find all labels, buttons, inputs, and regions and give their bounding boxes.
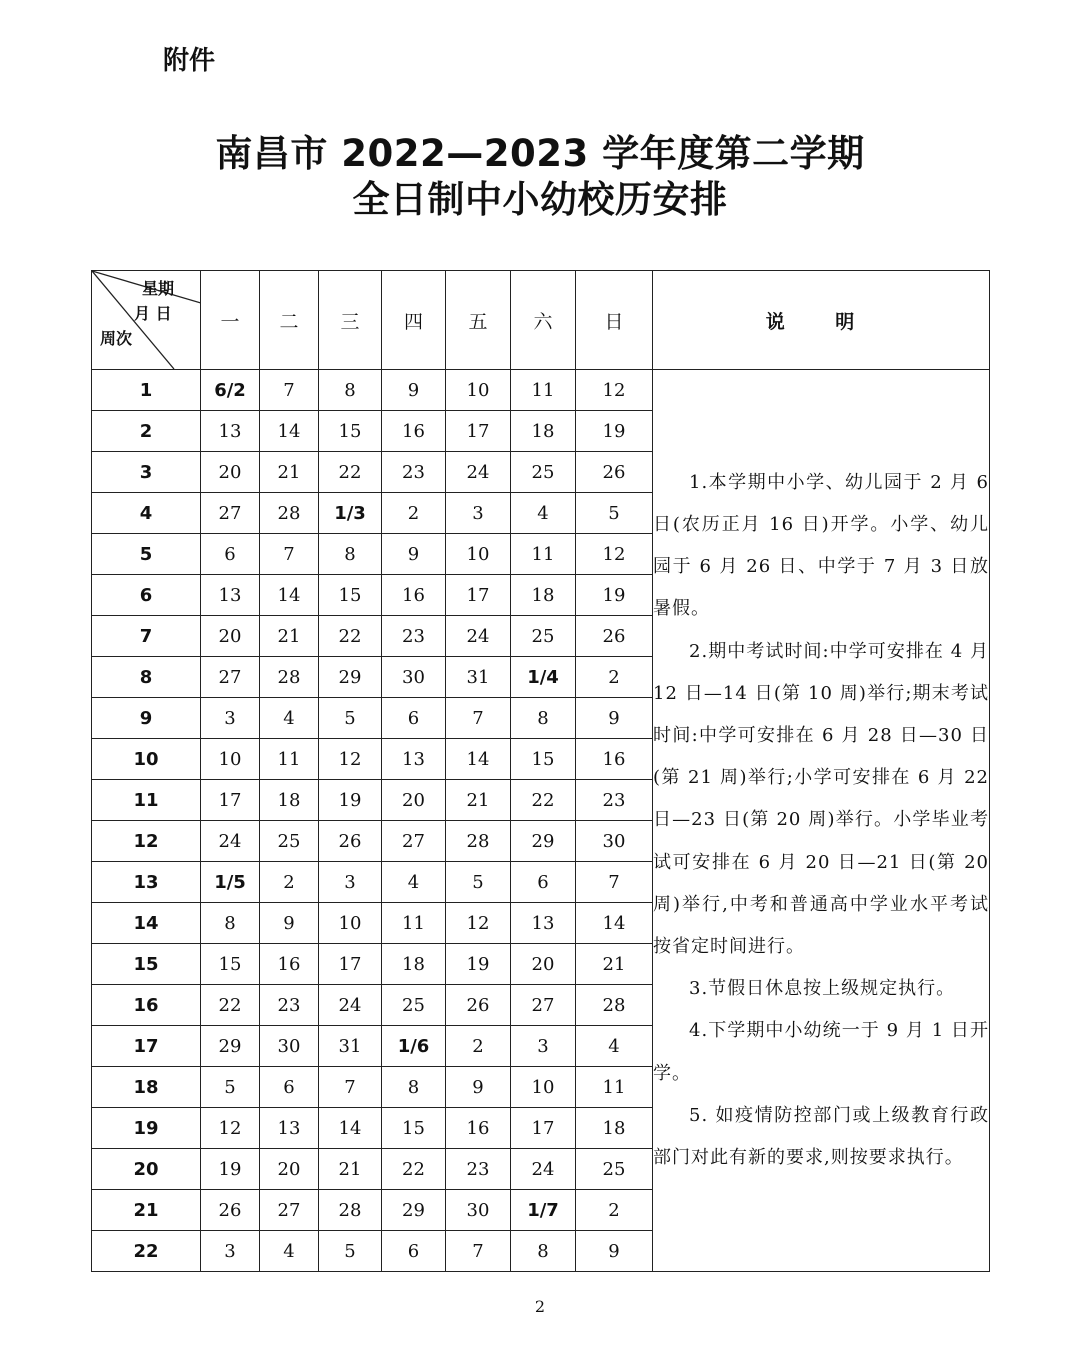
date-cell: 6 xyxy=(511,862,576,903)
date-cell: 8 xyxy=(319,370,382,411)
date-cell: 7 xyxy=(446,1231,511,1272)
weekday-header-thu: 四 xyxy=(382,271,446,370)
date-cell: 23 xyxy=(382,616,446,657)
date-cell: 4 xyxy=(260,698,319,739)
date-cell: 7 xyxy=(319,1067,382,1108)
date-cell: 21 xyxy=(260,616,319,657)
date-cell: 28 xyxy=(260,493,319,534)
date-cell: 6/2 xyxy=(201,370,260,411)
notes-cell xyxy=(653,370,990,1272)
date-cell: 14 xyxy=(260,575,319,616)
week-number-cell: 19 xyxy=(92,1108,201,1149)
date-cell: 8 xyxy=(201,903,260,944)
date-cell: 18 xyxy=(260,780,319,821)
date-cell: 29 xyxy=(201,1026,260,1067)
week-number-cell: 12 xyxy=(92,821,201,862)
date-cell: 2 xyxy=(576,657,653,698)
corner-weekday-label: 星期 xyxy=(142,279,175,298)
date-cell: 7 xyxy=(576,862,653,903)
date-cell: 10 xyxy=(319,903,382,944)
weekday-header-wed: 三 xyxy=(319,271,382,370)
date-cell: 20 xyxy=(382,780,446,821)
date-cell: 11 xyxy=(511,370,576,411)
date-cell: 6 xyxy=(201,534,260,575)
date-cell: 16 xyxy=(576,739,653,780)
date-cell: 17 xyxy=(319,944,382,985)
date-cell: 9 xyxy=(382,534,446,575)
date-cell: 27 xyxy=(382,821,446,862)
date-cell: 2 xyxy=(446,1026,511,1067)
date-cell: 6 xyxy=(382,1231,446,1272)
date-cell: 4 xyxy=(511,493,576,534)
date-cell: 8 xyxy=(382,1067,446,1108)
date-cell: 29 xyxy=(382,1190,446,1231)
date-cell: 21 xyxy=(319,1149,382,1190)
date-cell: 21 xyxy=(260,452,319,493)
corner-monthday-label: 月 日 xyxy=(134,304,172,323)
date-cell: 16 xyxy=(260,944,319,985)
date-cell: 20 xyxy=(201,616,260,657)
week-number-cell: 18 xyxy=(92,1067,201,1108)
week-number-cell: 6 xyxy=(92,575,201,616)
week-number-cell: 10 xyxy=(92,739,201,780)
weekday-header-mon: 一 xyxy=(201,271,260,370)
date-cell: 3 xyxy=(446,493,511,534)
date-cell: 25 xyxy=(576,1149,653,1190)
date-cell: 15 xyxy=(511,739,576,780)
date-cell: 29 xyxy=(319,657,382,698)
date-cell: 11 xyxy=(260,739,319,780)
date-cell: 12 xyxy=(201,1108,260,1149)
date-cell: 27 xyxy=(201,493,260,534)
week-number-cell: 16 xyxy=(92,985,201,1026)
date-cell: 5 xyxy=(319,1231,382,1272)
date-cell: 19 xyxy=(319,780,382,821)
date-cell: 31 xyxy=(319,1026,382,1067)
attachment-label: 附件 xyxy=(163,46,216,76)
page-number: 2 xyxy=(534,1297,546,1316)
date-cell: 20 xyxy=(511,944,576,985)
date-cell: 28 xyxy=(319,1190,382,1231)
week-number-cell: 20 xyxy=(92,1149,201,1190)
notes-header: 说 明 xyxy=(653,271,990,370)
week-number-cell: 5 xyxy=(92,534,201,575)
date-cell: 11 xyxy=(511,534,576,575)
date-cell: 19 xyxy=(576,411,653,452)
date-cell: 14 xyxy=(319,1108,382,1149)
date-cell: 7 xyxy=(260,534,319,575)
date-cell: 13 xyxy=(201,411,260,452)
week-number-cell: 3 xyxy=(92,452,201,493)
week-number-cell: 21 xyxy=(92,1190,201,1231)
week-number-cell: 14 xyxy=(92,903,201,944)
date-cell: 17 xyxy=(511,1108,576,1149)
date-cell: 21 xyxy=(576,944,653,985)
date-cell: 12 xyxy=(576,534,653,575)
date-cell: 3 xyxy=(201,1231,260,1272)
date-cell: 12 xyxy=(319,739,382,780)
date-cell: 2 xyxy=(382,493,446,534)
date-cell: 18 xyxy=(511,411,576,452)
date-cell: 23 xyxy=(576,780,653,821)
date-cell: 9 xyxy=(260,903,319,944)
date-cell: 23 xyxy=(446,1149,511,1190)
date-cell: 12 xyxy=(446,903,511,944)
date-cell: 15 xyxy=(319,575,382,616)
date-cell: 21 xyxy=(446,780,511,821)
date-cell: 1/7 xyxy=(511,1190,576,1231)
date-cell: 24 xyxy=(201,821,260,862)
date-cell: 30 xyxy=(260,1026,319,1067)
corner-week-label: 周次 xyxy=(100,329,133,348)
date-cell: 5 xyxy=(201,1067,260,1108)
date-cell: 19 xyxy=(576,575,653,616)
date-cell: 17 xyxy=(446,575,511,616)
date-cell: 1/3 xyxy=(319,493,382,534)
date-cell: 20 xyxy=(260,1149,319,1190)
week-number-cell: 17 xyxy=(92,1026,201,1067)
date-cell: 23 xyxy=(260,985,319,1026)
date-cell: 15 xyxy=(201,944,260,985)
date-cell: 11 xyxy=(382,903,446,944)
date-cell: 25 xyxy=(260,821,319,862)
date-cell: 22 xyxy=(201,985,260,1026)
header-row xyxy=(92,271,990,370)
date-cell: 3 xyxy=(511,1026,576,1067)
week-number-cell: 2 xyxy=(92,411,201,452)
weekday-header-sat: 六 xyxy=(511,271,576,370)
date-cell: 2 xyxy=(576,1190,653,1231)
date-cell: 10 xyxy=(446,370,511,411)
date-cell: 9 xyxy=(576,698,653,739)
date-cell: 13 xyxy=(260,1108,319,1149)
weekday-header-fri: 五 xyxy=(446,271,511,370)
date-cell: 16 xyxy=(382,575,446,616)
date-cell: 10 xyxy=(446,534,511,575)
date-cell: 26 xyxy=(319,821,382,862)
week-number-cell: 4 xyxy=(92,493,201,534)
date-cell: 22 xyxy=(319,616,382,657)
week-number-cell: 22 xyxy=(92,1231,201,1272)
date-cell: 26 xyxy=(576,616,653,657)
date-cell: 3 xyxy=(201,698,260,739)
date-cell: 20 xyxy=(201,452,260,493)
week-number-cell: 7 xyxy=(92,616,201,657)
date-cell: 3 xyxy=(319,862,382,903)
date-cell: 8 xyxy=(511,1231,576,1272)
date-cell: 6 xyxy=(260,1067,319,1108)
date-cell: 15 xyxy=(319,411,382,452)
date-cell: 19 xyxy=(446,944,511,985)
date-cell: 28 xyxy=(446,821,511,862)
date-cell: 31 xyxy=(446,657,511,698)
date-cell: 23 xyxy=(382,452,446,493)
date-cell: 14 xyxy=(446,739,511,780)
date-cell: 18 xyxy=(511,575,576,616)
date-cell: 30 xyxy=(576,821,653,862)
date-cell: 26 xyxy=(446,985,511,1026)
date-cell: 17 xyxy=(446,411,511,452)
date-cell: 16 xyxy=(382,411,446,452)
date-cell: 9 xyxy=(576,1231,653,1272)
date-cell: 12 xyxy=(576,370,653,411)
week-number-cell: 15 xyxy=(92,944,201,985)
note-paragraph: 1.本学期中小学、幼儿园于 2 月 6 日(农历正月 16 日)开学。小学、幼儿园于 6 月 26 日、中学于 7 月 3 日放暑假。 xyxy=(653,471,989,620)
date-cell: 5 xyxy=(576,493,653,534)
date-cell: 14 xyxy=(576,903,653,944)
date-cell: 7 xyxy=(260,370,319,411)
date-cell: 13 xyxy=(382,739,446,780)
date-cell: 24 xyxy=(511,1149,576,1190)
date-cell: 4 xyxy=(260,1231,319,1272)
date-cell: 1/6 xyxy=(382,1026,446,1067)
date-cell: 22 xyxy=(319,452,382,493)
date-cell: 4 xyxy=(576,1026,653,1067)
date-cell: 18 xyxy=(576,1108,653,1149)
date-cell: 8 xyxy=(319,534,382,575)
date-cell: 10 xyxy=(201,739,260,780)
date-cell: 1/4 xyxy=(511,657,576,698)
note-paragraph: 3.节假日休息按上级规定执行。 xyxy=(689,978,956,1000)
week-number-cell: 1 xyxy=(92,370,201,411)
date-cell: 14 xyxy=(260,411,319,452)
date-cell: 29 xyxy=(511,821,576,862)
note-paragraph: 5. 如疫情防控部门或上级教育行政部门对此有新的要求,则按要求执行。 xyxy=(653,1104,989,1169)
date-cell: 24 xyxy=(446,452,511,493)
date-cell: 22 xyxy=(382,1149,446,1190)
date-cell: 26 xyxy=(201,1190,260,1231)
date-cell: 27 xyxy=(201,657,260,698)
date-cell: 22 xyxy=(511,780,576,821)
date-cell: 27 xyxy=(511,985,576,1026)
week-number-cell: 8 xyxy=(92,657,201,698)
date-cell: 11 xyxy=(576,1067,653,1108)
date-cell: 17 xyxy=(201,780,260,821)
date-cell: 7 xyxy=(446,698,511,739)
week-number-cell: 13 xyxy=(92,862,201,903)
date-cell: 25 xyxy=(511,616,576,657)
date-cell: 24 xyxy=(446,616,511,657)
note-paragraph: 4.下学期中小幼统一于 9 月 1 日开学。 xyxy=(653,1020,989,1084)
date-cell: 10 xyxy=(511,1067,576,1108)
date-cell: 16 xyxy=(446,1108,511,1149)
school-calendar-table xyxy=(91,270,990,1272)
date-cell: 13 xyxy=(201,575,260,616)
date-cell: 5 xyxy=(446,862,511,903)
date-cell: 9 xyxy=(446,1067,511,1108)
weekday-header-sun: 日 xyxy=(576,271,653,370)
date-cell: 30 xyxy=(382,657,446,698)
date-cell: 18 xyxy=(382,944,446,985)
document-title: 南昌市 2022—2023 学年度第二学期 xyxy=(215,132,865,175)
date-cell: 13 xyxy=(511,903,576,944)
date-cell: 6 xyxy=(382,698,446,739)
document-subtitle: 全日制中小幼校历安排 xyxy=(352,178,728,221)
date-cell: 15 xyxy=(382,1108,446,1149)
date-cell: 1/5 xyxy=(201,862,260,903)
weekday-header-tue: 二 xyxy=(260,271,319,370)
date-cell: 5 xyxy=(319,698,382,739)
corner-header-cell xyxy=(92,271,201,370)
week-number-cell: 9 xyxy=(92,698,201,739)
date-cell: 28 xyxy=(260,657,319,698)
date-cell: 25 xyxy=(511,452,576,493)
date-cell: 27 xyxy=(260,1190,319,1231)
date-cell: 9 xyxy=(382,370,446,411)
week-number-cell: 11 xyxy=(92,780,201,821)
date-cell: 30 xyxy=(446,1190,511,1231)
date-cell: 19 xyxy=(201,1149,260,1190)
date-cell: 8 xyxy=(511,698,576,739)
date-cell: 26 xyxy=(576,452,653,493)
table-row xyxy=(92,370,990,411)
date-cell: 28 xyxy=(576,985,653,1026)
date-cell: 24 xyxy=(319,985,382,1026)
date-cell: 4 xyxy=(382,862,446,903)
note-paragraph: 2.期中考试时间:中学可安排在 4 月 12 日—14 日(第 10 周)举行;期末考试时间:中学可安排在 6 月 28 日—30 日(第 21 周)举行;小学可安排在 6 月 22 日—23 日(第 20 周)举行。小学毕业考试可安排在 6 月 20 日—21 日(第 20 周)举行,中考和普通高中学业水平考试按省定时间进行。 xyxy=(653,640,989,957)
date-cell: 25 xyxy=(382,985,446,1026)
date-cell: 2 xyxy=(260,862,319,903)
